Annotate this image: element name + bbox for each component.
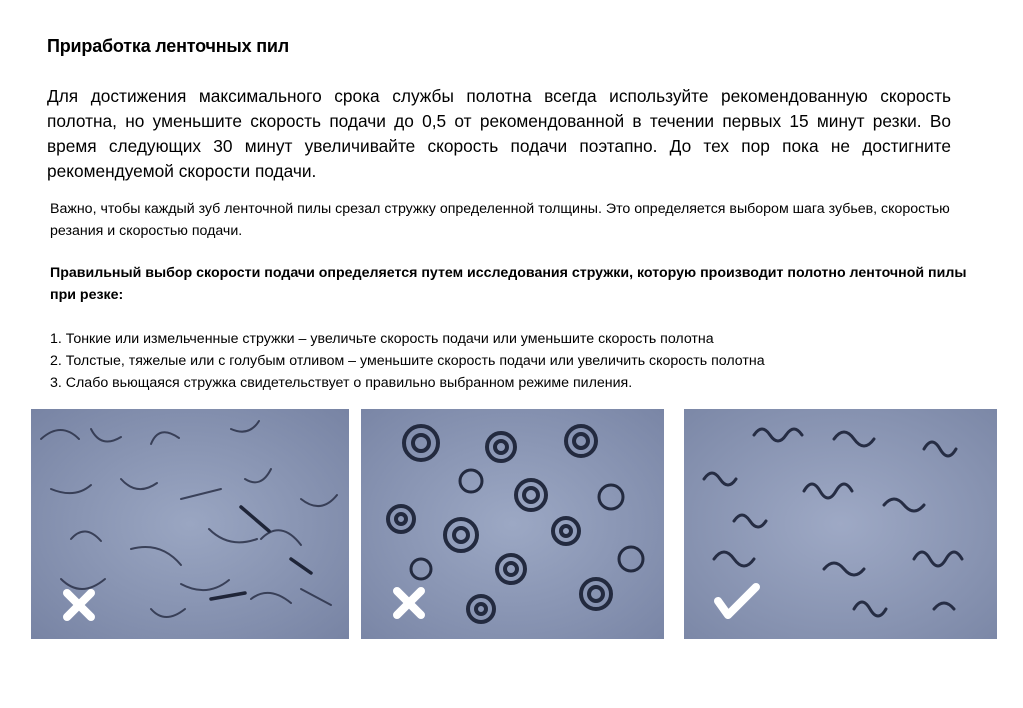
intro-paragraph: Для достижения максимального срока службы полотна всегда используйте рекомендованную скорость полотна, но уменьшите скорость подачи до 0,5 от рекомендованной в течении первых 15 минут резки. Во время следующих 30 минут увеличивайте скорость подачи поэтапно. До тех пор пока не достигните рекомендуемой скорости подачи. <box>47 86 951 181</box>
list-item: 3. Слабо вьющаяся стружка свидетельствует о правильно выбранном режиме пиления. <box>50 375 633 391</box>
page-title: Приработка ленточных пил <box>47 36 289 56</box>
note-paragraph: Важно, чтобы каждый зуб ленточной пилы срезал стружку определенной толщины. Это определяется выбором шага зубьев, скоростью резания и скоростью подачи. <box>50 201 950 239</box>
chip-photos <box>31 409 997 639</box>
photo-thick-chips <box>361 409 664 639</box>
advice-list <box>50 328 970 394</box>
bold-note-paragraph: Правильный выбор скорости подачи определяется путем исследования стружки, которую производит полотно ленточной пилы при резке: <box>50 265 967 303</box>
list-item: 2. Толстые, тяжелые или с голубым отливом – уменьшите скорость подачи или увеличить скорость полотна <box>50 353 765 369</box>
photo-correct-chips <box>684 409 997 639</box>
photo-thin-chips <box>31 409 349 639</box>
list-item: 1. Тонкие или измельченные стружки – увеличьте скорость подачи или уменьшите скорость полотна <box>50 331 714 347</box>
